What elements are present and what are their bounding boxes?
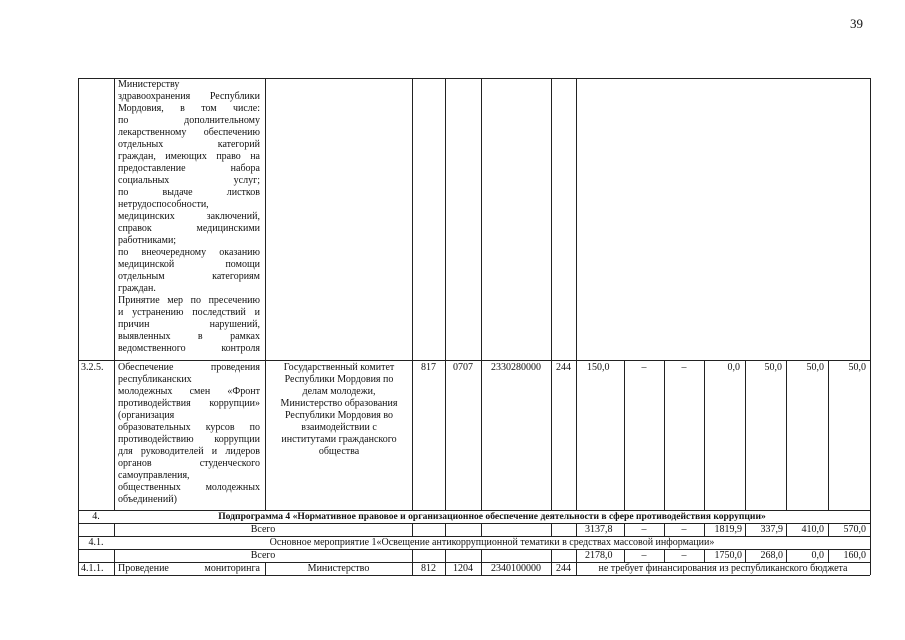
total-4-label: Всего (250, 524, 276, 535)
budget-table (78, 78, 870, 578)
text-line: общественных молодежных (118, 482, 260, 493)
total-41-label: Всего (250, 550, 276, 561)
text-line: институтами гражданского (281, 434, 397, 445)
row-325-value-6: 50,0 (806, 362, 824, 373)
row-325-rzpr: 0707 (453, 362, 473, 373)
text-line: Республики Мордовия по (284, 374, 394, 385)
text-line: Государственный комитет (283, 362, 395, 373)
subprogram-4-number: 4. (92, 511, 100, 522)
text-line: Мордовия, в том числе: (118, 103, 260, 114)
total-4-value-7: 570,0 (843, 524, 866, 535)
text-line: по внеочередному оказанию (118, 247, 260, 258)
text-line: Министерству (118, 79, 180, 90)
text-line: граждан, имеющих право на (118, 151, 260, 162)
total-41-value-3: – (681, 550, 687, 561)
text-line: Обеспечение проведения (118, 362, 260, 373)
continuation-description (118, 79, 260, 355)
text-line: нетрудоспособности, (118, 199, 209, 210)
text-line: выявленных в рамках (118, 331, 260, 342)
text-line: Министерство образования (280, 398, 398, 409)
text-line: для руководителей и лидеров (118, 446, 260, 457)
text-line: республиканских (118, 374, 192, 385)
text-line: ведомственного контроля (118, 343, 260, 354)
row-411-executor: Министерство (307, 563, 370, 574)
total-4-value-4: 1819,9 (714, 524, 742, 535)
row-325-vr: 244 (556, 362, 571, 373)
text-line: по выдаче листков (118, 187, 260, 198)
text-line: здравоохранения Республики (118, 91, 260, 102)
text-line: отдельным категориям (118, 271, 260, 282)
total-4-value-1: 3137,8 (585, 524, 613, 535)
text-line: образовательных курсов по (118, 422, 260, 433)
row-325-csr: 2330280000 (491, 362, 541, 373)
total-41-value-2: – (641, 550, 647, 561)
text-line: причин нарушений, (118, 319, 260, 330)
total-41-value-1: 2178,0 (585, 550, 613, 561)
row-325-value-5: 50,0 (764, 362, 782, 373)
text-line: противодействия коррупции» (118, 398, 260, 409)
row-411-number: 4.1.1. (81, 563, 104, 574)
row-325-executor (268, 362, 410, 458)
row-325-grbs: 817 (421, 362, 436, 373)
text-line: молодежных смен «Фронт (118, 386, 260, 397)
row-411-grbs: 812 (421, 563, 436, 574)
text-line: работниками; (118, 235, 177, 246)
text-line: органов студенческого (118, 458, 260, 469)
total-4-value-5: 337,9 (760, 524, 783, 535)
text-line: справок медицинскими (118, 223, 260, 234)
total-4-value-2: – (641, 524, 647, 535)
text-line: по дополнительному (118, 115, 260, 126)
text-line: предоставление набора (118, 163, 260, 174)
total-41-value-5: 268,0 (760, 550, 783, 561)
row-325-value-2: – (641, 362, 647, 373)
row-325-value-3: – (681, 362, 687, 373)
text-line: лекарственному обеспечению (118, 127, 260, 138)
text-line: граждан. (118, 283, 156, 294)
text-line: Принятие мер по пресечению (118, 295, 260, 306)
text-line: (организация (118, 410, 175, 421)
page-number: 39 (850, 16, 863, 31)
total-41-value-7: 160,0 (843, 550, 866, 561)
text-line: самоуправления, (118, 470, 190, 481)
row-411-csr: 2340100000 (491, 563, 541, 574)
text-line: противодействию коррупции (118, 434, 260, 445)
measure-41-number: 4.1. (88, 537, 104, 548)
row-411-name: Проведение мониторинга (118, 563, 260, 574)
row-411-rzpr: 1204 (453, 563, 473, 574)
text-line: объединений) (118, 494, 177, 505)
text-line: общества (318, 446, 360, 457)
text-line: медицинских заключений, (118, 211, 260, 222)
total-41-value-4: 1750,0 (714, 550, 742, 561)
text-line: социальных услуг; (118, 175, 260, 186)
text-line: взаимодействии с (301, 422, 377, 433)
text-line: и устранению последствий и (118, 307, 260, 318)
row-325-value-4: 0,0 (727, 362, 740, 373)
text-line: делам молодежи, (302, 386, 376, 397)
total-4-value-3: – (681, 524, 687, 535)
subprogram-4-title: Подпрограмма 4 «Нормативное правовое и организационное обеспечение деятельности в сфере противодействия коррупции» (218, 511, 766, 522)
text-line: медицинской помощи (118, 259, 260, 270)
row-325-value-7: 50,0 (848, 362, 866, 373)
row-411-vr: 244 (556, 563, 571, 574)
row-325-number: 3.2.5. (81, 362, 104, 373)
total-4-value-6: 410,0 (801, 524, 824, 535)
row-325-name (118, 362, 260, 506)
text-line: отдельных категорий (118, 139, 260, 150)
total-41-value-6: 0,0 (811, 550, 824, 561)
row-325-value-total: 150,0 (587, 362, 610, 373)
text-line: Республики Мордовия во (284, 410, 394, 421)
row-411-note: не требует финансирования из республиканского бюджета (598, 563, 848, 574)
measure-41-title: Основное мероприятие 1«Освещение антикоррупционной тематики в средствах массовой информации» (269, 537, 715, 548)
